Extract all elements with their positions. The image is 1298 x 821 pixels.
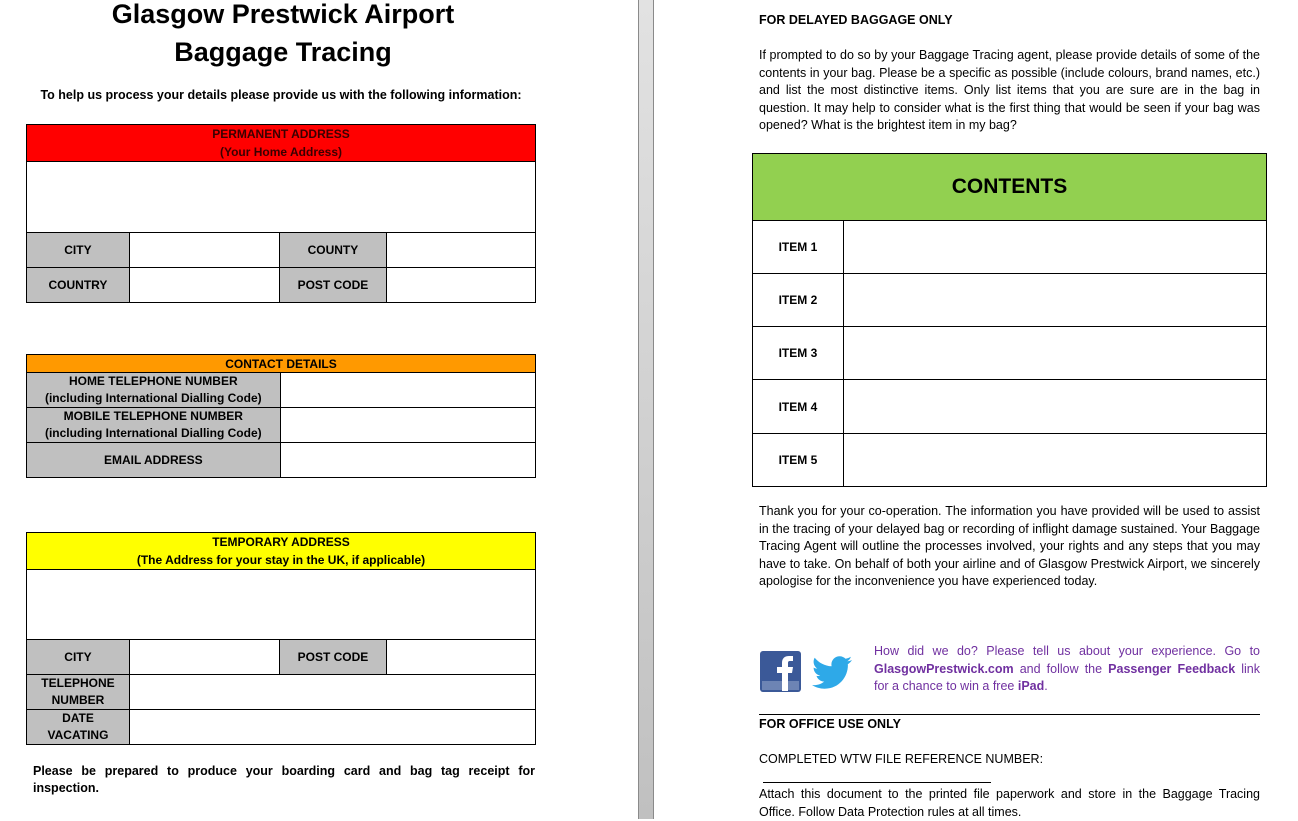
feedback-text <box>874 643 1260 696</box>
item-field[interactable] <box>843 327 1266 380</box>
feedback-part: and follow the <box>1013 661 1109 676</box>
label-subline: (including International Dialling Code) <box>44 426 262 440</box>
intro-text: To help us process your details please provide us with the following information: <box>40 88 522 102</box>
item-field[interactable] <box>843 221 1266 274</box>
county-label: COUNTY <box>279 233 387 268</box>
contents-table <box>752 153 1267 487</box>
home-phone-field[interactable] <box>280 373 535 408</box>
postcode-label: POST CODE <box>279 268 387 303</box>
date-vacating-field[interactable] <box>129 710 535 745</box>
twitter-icon[interactable] <box>811 655 853 691</box>
contact-details-table <box>26 354 536 478</box>
boarding-card-note: Please be prepared to produce your boarding card and bag tag receipt for inspection. <box>33 764 535 795</box>
temporary-address-header <box>27 533 536 570</box>
label-subline: NUMBER <box>51 693 105 707</box>
temp-telephone-field[interactable] <box>129 675 535 710</box>
contents-header: CONTENTS <box>753 154 1267 221</box>
mobile-phone-field[interactable] <box>280 408 535 443</box>
item-field[interactable] <box>843 380 1266 434</box>
feedback-part: . <box>1044 679 1048 694</box>
item-field[interactable] <box>843 434 1266 487</box>
item-field[interactable] <box>843 274 1266 327</box>
permanent-address-table <box>26 124 536 303</box>
office-divider-line <box>759 714 1260 715</box>
document-title: Glasgow Prestwick Airport <box>111 0 455 29</box>
label-subline: (including International Dialling Code) <box>44 391 262 405</box>
home-phone-label <box>27 373 281 408</box>
temp-postcode-label: POST CODE <box>279 640 387 675</box>
header-subline: (Your Home Address) <box>219 145 342 159</box>
temp-city-field[interactable] <box>129 640 279 675</box>
delayed-baggage-text: If prompted to do so by your Baggage Tracing agent, please provide details of some of the contents in your bag. Please be a specific as possible (include colours, brand names, etc.) and list the most distinctive items. Only list items that you are sure are in the bag in question. It may help to consider what is the first thing that would be seen if your bag was opened? What is the brightest item in my bag? <box>759 48 1260 133</box>
label-line: TELEPHONE <box>41 676 115 690</box>
mobile-phone-label <box>27 408 281 443</box>
reference-number-row <box>759 751 1260 788</box>
header-subline: (The Address for your stay in the UK, if applicable) <box>136 553 426 567</box>
temp-postcode-field[interactable] <box>387 640 536 675</box>
document-subtitle: Baggage Tracing <box>174 37 392 67</box>
city-label: CITY <box>27 233 130 268</box>
contact-details-header: CONTACT DETAILS <box>27 355 536 373</box>
email-field[interactable] <box>280 443 535 478</box>
permanent-address-header <box>27 125 536 162</box>
item-label: ITEM 3 <box>753 327 844 380</box>
county-field[interactable] <box>387 233 536 268</box>
temp-city-label: CITY <box>27 640 130 675</box>
label-subline: VACATING <box>47 728 109 742</box>
facebook-icon[interactable] <box>760 651 801 692</box>
date-vacating-label <box>27 710 130 745</box>
office-use-heading: FOR OFFICE USE ONLY <box>759 717 901 731</box>
passenger-feedback-link[interactable]: Passenger Feedback <box>1108 661 1236 676</box>
document-page-1 <box>0 0 638 819</box>
header-line: TEMPORARY ADDRESS <box>212 535 350 549</box>
temporary-address-table <box>26 532 536 745</box>
feedback-part: link for a chance to win a free <box>874 661 1260 694</box>
item-label: ITEM 2 <box>753 274 844 327</box>
email-label: EMAIL ADDRESS <box>27 443 281 478</box>
permanent-address-field[interactable] <box>27 162 536 233</box>
label-line: MOBILE TELEPHONE NUMBER <box>63 409 243 423</box>
city-field[interactable] <box>129 233 279 268</box>
country-field[interactable] <box>129 268 279 303</box>
delayed-baggage-heading: FOR DELAYED BAGGAGE ONLY <box>759 13 953 27</box>
item-label: ITEM 4 <box>753 380 844 434</box>
page-divider <box>638 0 654 819</box>
temp-telephone-label <box>27 675 130 710</box>
label-line: HOME TELEPHONE NUMBER <box>68 374 238 388</box>
reference-number-label: COMPLETED WTW FILE REFERENCE NUMBER: <box>759 752 1044 766</box>
country-label: COUNTRY <box>27 268 130 303</box>
item-label: ITEM 5 <box>753 434 844 487</box>
postcode-field[interactable] <box>387 268 536 303</box>
attach-instructions: Attach this document to the printed file paperwork and store in the Baggage Tracing Office. Follow Data Protection rules at all times. <box>759 787 1260 819</box>
reference-number-field[interactable] <box>763 769 991 783</box>
prize-text: iPad <box>1017 679 1045 694</box>
header-line: PERMANENT ADDRESS <box>212 127 350 141</box>
item-label: ITEM 1 <box>753 221 844 274</box>
website-link[interactable]: GlasgowPrestwick.com <box>874 661 1014 676</box>
thank-you-text: Thank you for your co-operation. The information you have provided will be used to assist in the tracing of your delayed bag or recording of inflight damage sustained. Your Baggage Tracing Agent will outline the processes involved, your rights and any steps that you may have to take. On behalf of both your airline and of Glasgow Prestwick Airport, we sincerely apologise for the inconvenience you have experienced today. <box>759 504 1260 589</box>
temporary-address-field[interactable] <box>27 570 536 640</box>
label-line: DATE <box>62 711 94 725</box>
feedback-part: How did we do? Please tell us about your experience. Go to <box>874 644 1260 658</box>
document-page-2 <box>654 0 1298 819</box>
